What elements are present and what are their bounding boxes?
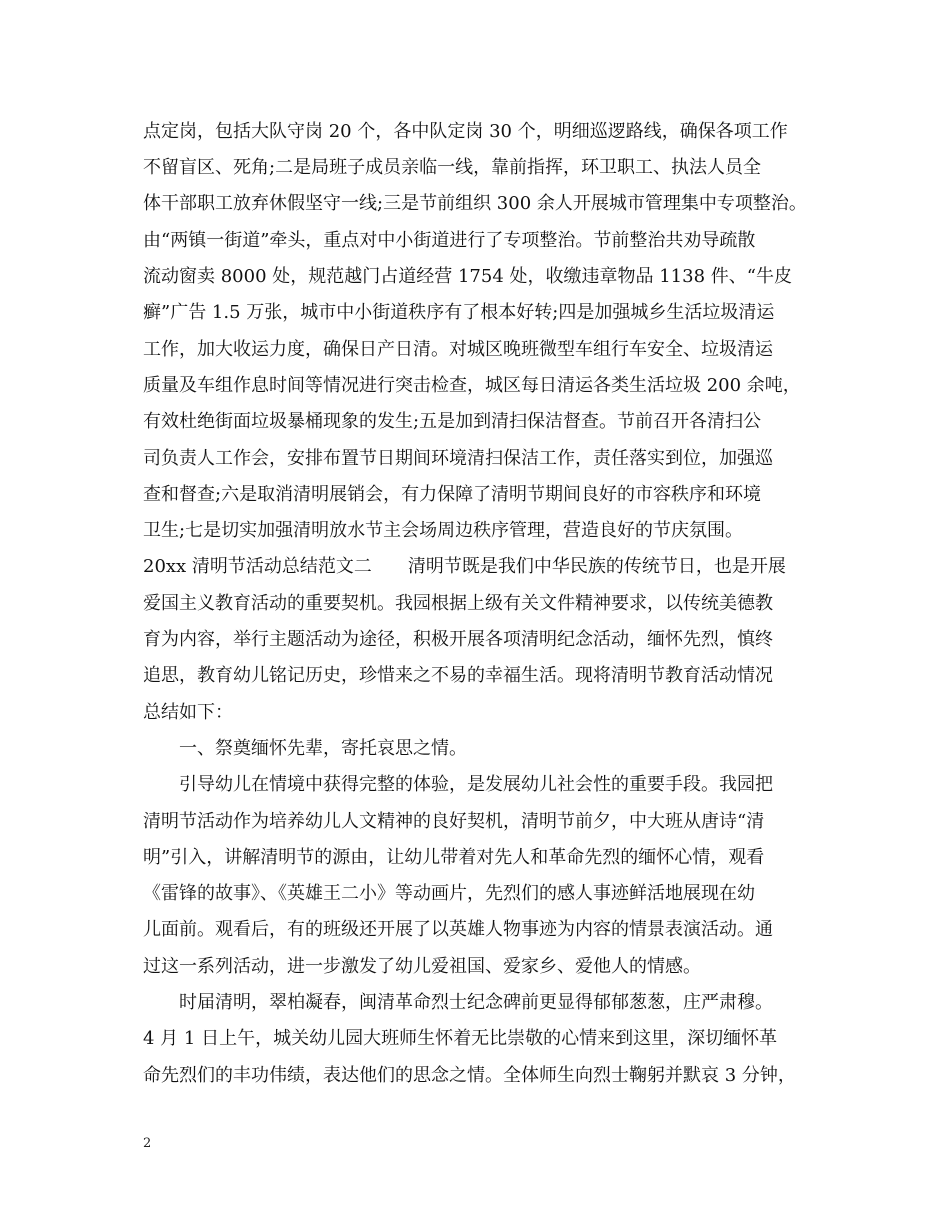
text-line: 点定岗，包括大队守岗 20 个，各中队定岗 30 个，明细巡逻路线，确保各项工作 <box>143 121 788 142</box>
text-line: 20xx 清明节活动总结范文二 清明节既是我们中华民族的传统节日，也是开展 <box>143 556 786 577</box>
text-line: 明”引入，讲解清明节的源由，让幼儿带着对先人和革命先烈的缅怀心情，观看 <box>143 847 765 868</box>
text-line: 有效杜绝街面垃圾暴桶现象的发生;五是加到清扫保洁督查。节前召开各清扫公 <box>143 411 762 432</box>
text-line: 引导幼儿在情境中获得完整的体验，是发展幼儿社会性的重要手段。我园把 <box>143 774 773 795</box>
text-line: 命先烈们的丰功伟绩，表达他们的思念之情。全体师生向烈士鞠躬并默哀 3 分钟， <box>143 1065 796 1086</box>
text-line: 卫生;七是切实加强清明放水节主会场周边秩序管理，营造良好的节庆氛围。 <box>143 520 744 541</box>
section-heading: 一、祭奠缅怀先辈，寄托哀思之情。 <box>143 738 467 759</box>
text-line: 儿面前。观看后，有的班级还开展了以英雄人物事迹为内容的情景表演活动。通 <box>143 919 773 940</box>
text-line: 追思，教育幼儿铭记历史，珍惜来之不易的幸福生活。现将清明节教育活动情况 <box>143 665 773 686</box>
text-line: 过这一系列活动，进一步激发了幼儿爱祖国、爱家乡、爱他人的情感。 <box>143 956 701 977</box>
text-line: 流动窗卖 8000 处，规范越门占道经营 1754 处，收缴违章物品 1138 件、“牛皮 <box>143 266 792 287</box>
text-line: 由“两镇一街道”牵头，重点对中小街道进行了专项整治。节前整治共劝导疏散 <box>143 230 756 251</box>
text-line: 癣”广告 1.5 万张，城市中小街道秩序有了根本好转;四是加强城乡生活垃圾清运 <box>143 302 775 323</box>
text-line: 清明节活动作为培养幼儿人文精神的良好契机，清明节前夕，中大班从唐诗“清 <box>143 811 765 832</box>
text-line: 育为内容，举行主题活动为途径，积极开展各项清明纪念活动，缅怀先烈，慎终 <box>143 629 773 650</box>
text-line: 4 月 1 日上午，城关幼儿园大班师生怀着无比崇敬的心情来到这里，深切缅怀革 <box>143 1028 778 1049</box>
text-line: 不留盲区、死角;二是局班子成员亲临一线，靠前指挥，环卫职工、执法人员全 <box>143 157 762 178</box>
text-line: 《雷锋的故事》、《英雄王二小》等动画片，先烈们的感人事迹鲜活地展现在幼 <box>143 883 755 904</box>
text-line: 工作，加大收运力度，确保日产日清。对城区晚班微型车组行车安全、垃圾清运 <box>143 339 773 360</box>
text-line: 爱国主义教育活动的重要契机。我园根据上级有关文件精神要求，以传统美德教 <box>143 593 773 614</box>
text-line: 时届清明，翠柏凝春，闽清革命烈士纪念碑前更显得郁郁葱葱，庄严肃穆。 <box>143 992 773 1013</box>
page-number: 2 <box>143 1136 152 1151</box>
text-line: 质量及车组作息时间等情况进行突击检查，城区每日清运各类生活垃圾 200 余吨， <box>143 375 801 396</box>
text-line: 总结如下： <box>143 702 233 723</box>
text-line: 司负责人工作会，安排布置节日期间环境清扫保洁工作，责任落实到位，加强巡 <box>143 448 773 469</box>
text-line: 查和督查;六是取消清明展销会，有力保障了清明节期间良好的市容秩序和环境 <box>143 484 762 505</box>
text-line: 体干部职工放弃休假坚守一线;三是节前组织 300 余人开展城市管理集中专项整治。 <box>143 193 807 214</box>
